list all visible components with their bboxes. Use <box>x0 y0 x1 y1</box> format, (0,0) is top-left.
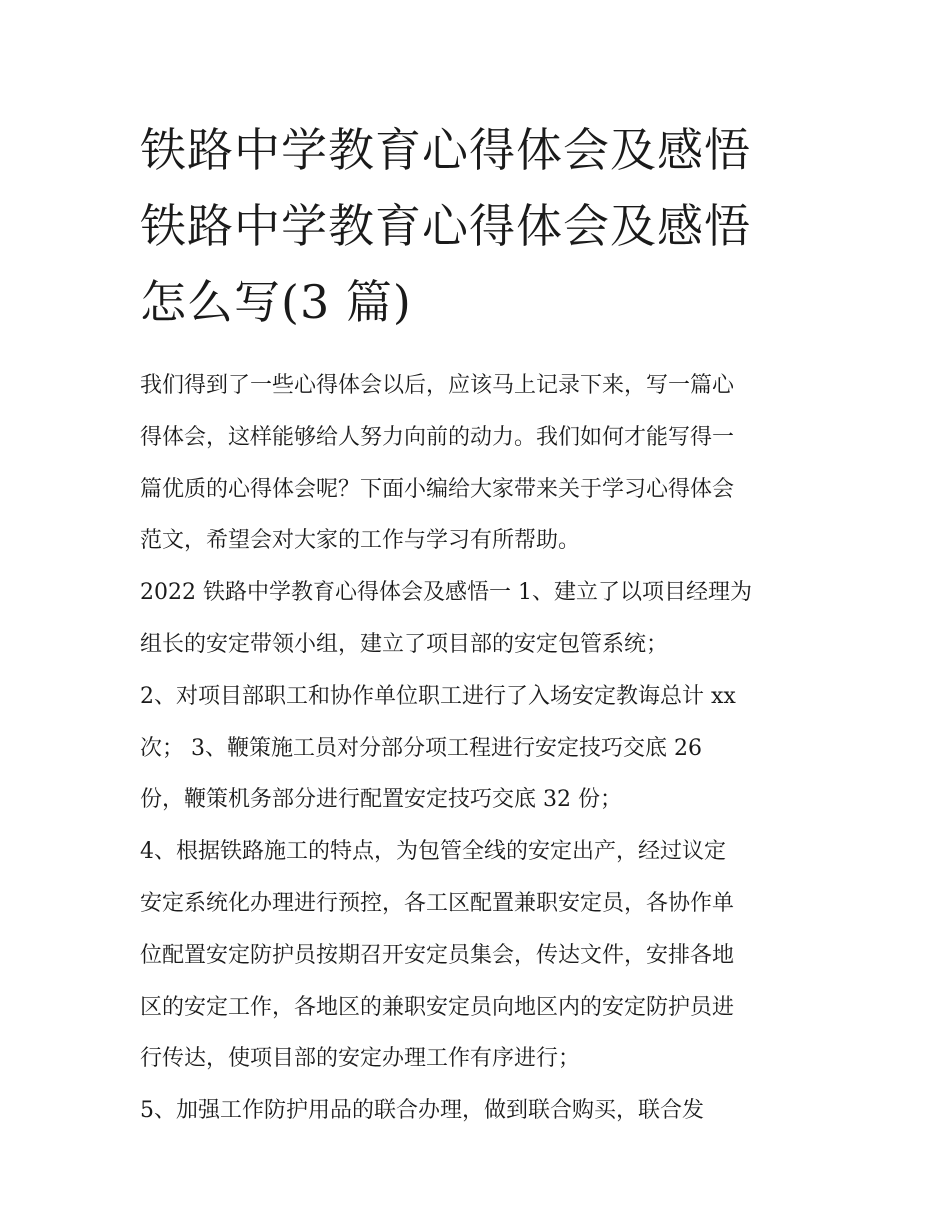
body-line: 次； 3、鞭策施工员对分部分项工程进行安定技巧交底 26 <box>140 735 702 761</box>
body-line: 2、对项目部职工和协作单位职工进行了入场安定教诲总计 xx <box>140 683 736 709</box>
body-line: 行传达，使项目部的安定办理工作有序进行； <box>140 1046 581 1072</box>
title-line: 怎么写(3 篇) <box>140 275 412 329</box>
body-line: 4、根据铁路施工的特点，为包管全线的安定出产，经过议定 <box>140 839 726 865</box>
body-line: 组长的安定带领小组，建立了项目部的安定包管系统； <box>140 631 669 657</box>
body-line: 位配置安定防护员按期召开安定员集会，传达文件，安排各地 <box>140 942 735 968</box>
document-body <box>140 360 820 1137</box>
body-line: 得体会，这样能够给人努力向前的动力。我们如何才能写得一 <box>140 424 735 450</box>
body-line: 5、加强工作防护用品的联合办理，做到联合购买，联合发 <box>140 1098 704 1124</box>
body-line: 安定系统化办理进行预控，各工区配置兼职安定员，各协作单 <box>140 890 735 916</box>
body-line: 份，鞭策机务部分进行配置安定技巧交底 32 份； <box>140 787 622 813</box>
body-line: 2022 铁路中学教育心得体会及感悟一 1、建立了以项目经理为 <box>140 580 752 606</box>
body-line: 区的安定工作，各地区的兼职安定员向地区内的安定防护员进 <box>140 994 735 1020</box>
body-line: 篇优质的心得体会呢？下面小编给大家带来关于学习心得体会 <box>140 476 735 502</box>
document-title <box>140 112 840 340</box>
body-line: 我们得到了一些心得体会以后，应该马上记录下来，写一篇心 <box>140 373 735 398</box>
title-line: 铁路中学教育心得体会及感悟 <box>140 123 751 177</box>
body-line: 范文，希望会对大家的工作与学习有所帮助。 <box>140 528 581 554</box>
title-line: 铁路中学教育心得体会及感悟 <box>140 199 751 253</box>
